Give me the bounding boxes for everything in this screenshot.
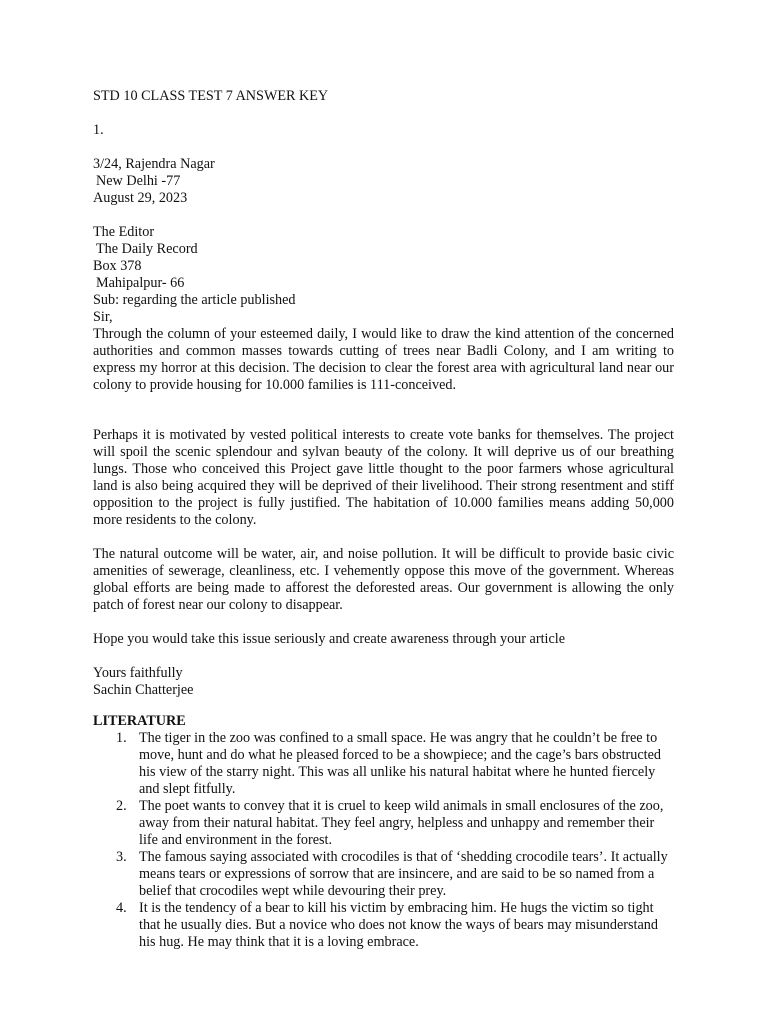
letter-signature: Sachin Chatterjee	[93, 682, 194, 698]
body-paragraph: Through the column of your esteemed daily, I would like to draw the kind attention of the concerned authorities and common masses towards cutting of trees near Badli Colony, and I am writing to express my horror at this decision. The decision to clear the forest area with agricultural land near our colony to provide housing for 10.000 families is 111-conceived.	[93, 326, 674, 393]
sender-address-line: 3/24, Rajendra Nagar	[93, 156, 215, 172]
letter-closing: Yours faithfully	[93, 665, 183, 681]
document-title: STD 10 CLASS TEST 7 ANSWER KEY	[93, 88, 329, 104]
sender-address	[93, 156, 674, 190]
receiver-line: The Editor	[93, 224, 155, 240]
literature-list	[93, 730, 674, 951]
receiver-line: Box 378	[93, 258, 142, 274]
literature-heading: LITERATURE	[93, 713, 186, 729]
list-item-number: 3.	[116, 849, 127, 865]
letter-salutation: Sir,	[93, 309, 113, 325]
body-paragraph: Hope you would take this issue seriously and create awareness through your article	[93, 631, 565, 647]
receiver-line: Mahipalpur- 66	[96, 275, 185, 291]
list-item	[93, 798, 674, 849]
sender-address-line: New Delhi -77	[96, 173, 181, 189]
receiver-line: The Daily Record	[96, 241, 198, 257]
receiver-address	[93, 224, 674, 292]
body-paragraph: Perhaps it is motivated by vested political interests to create vote banks for themselves. The project will spoil the scenic splendour and sylvan beauty of the colony. It will deprive us of our breathing lungs. Those who conceived this Project gave little thought to the poor farmers whose agricultural land is also being acquired they will be deprived of their livelihood. Their strong resentment and stiff opposition to the project is fully justified. The habitation of 10.000 families means adding 50,000 more residents to the colony.	[93, 427, 674, 528]
body-paragraph: The natural outcome will be water, air, and noise pollution. It will be difficult to provide basic civic amenities of sewerage, cleanliness, etc. I vehemently oppose this move of the government. Whereas global efforts are being made to afforest the deforested areas. Our government is allowing the only patch of forest near our colony to disappear.	[93, 546, 674, 613]
list-item	[93, 730, 674, 798]
list-item	[93, 900, 674, 951]
list-item-text: The famous saying associated with crocodiles is that of ‘shedding crocodile tears’. It actually means tears or expressions of sorrow that are insincere, and are said to be so named from a belief that crocodiles wept while devouring their prey.	[139, 849, 668, 899]
document-page	[93, 88, 674, 951]
question-number: 1.	[93, 122, 104, 138]
list-item-number: 1.	[116, 730, 127, 746]
letter-date: August 29, 2023	[93, 190, 188, 206]
list-item-text: It is the tendency of a bear to kill his victim by embracing him. He hugs the victim so tight that he usually dies. But a novice who does not know the ways of bears may misunderstand his hug. He may think that it is a loving embrace.	[139, 900, 658, 950]
list-item	[93, 849, 674, 900]
list-item-text: The tiger in the zoo was confined to a small space. He was angry that he couldn’t be free to move, hunt and do what he pleased forced to be a showpiece; and the cage’s bars obstructed his view of the starry night. This was all unlike his natural habitat where he hunted fiercely and slept fitfully.	[139, 730, 661, 797]
list-item-number: 2.	[116, 798, 127, 814]
letter-subject: Sub: regarding the article published	[93, 292, 296, 308]
list-item-number: 4.	[116, 900, 127, 916]
list-item-text: The poet wants to convey that it is cruel to keep wild animals in small enclosures of the zoo, away from their natural habitat. They feel angry, helpless and unhappy and remember their life and environment in the forest.	[139, 798, 664, 848]
